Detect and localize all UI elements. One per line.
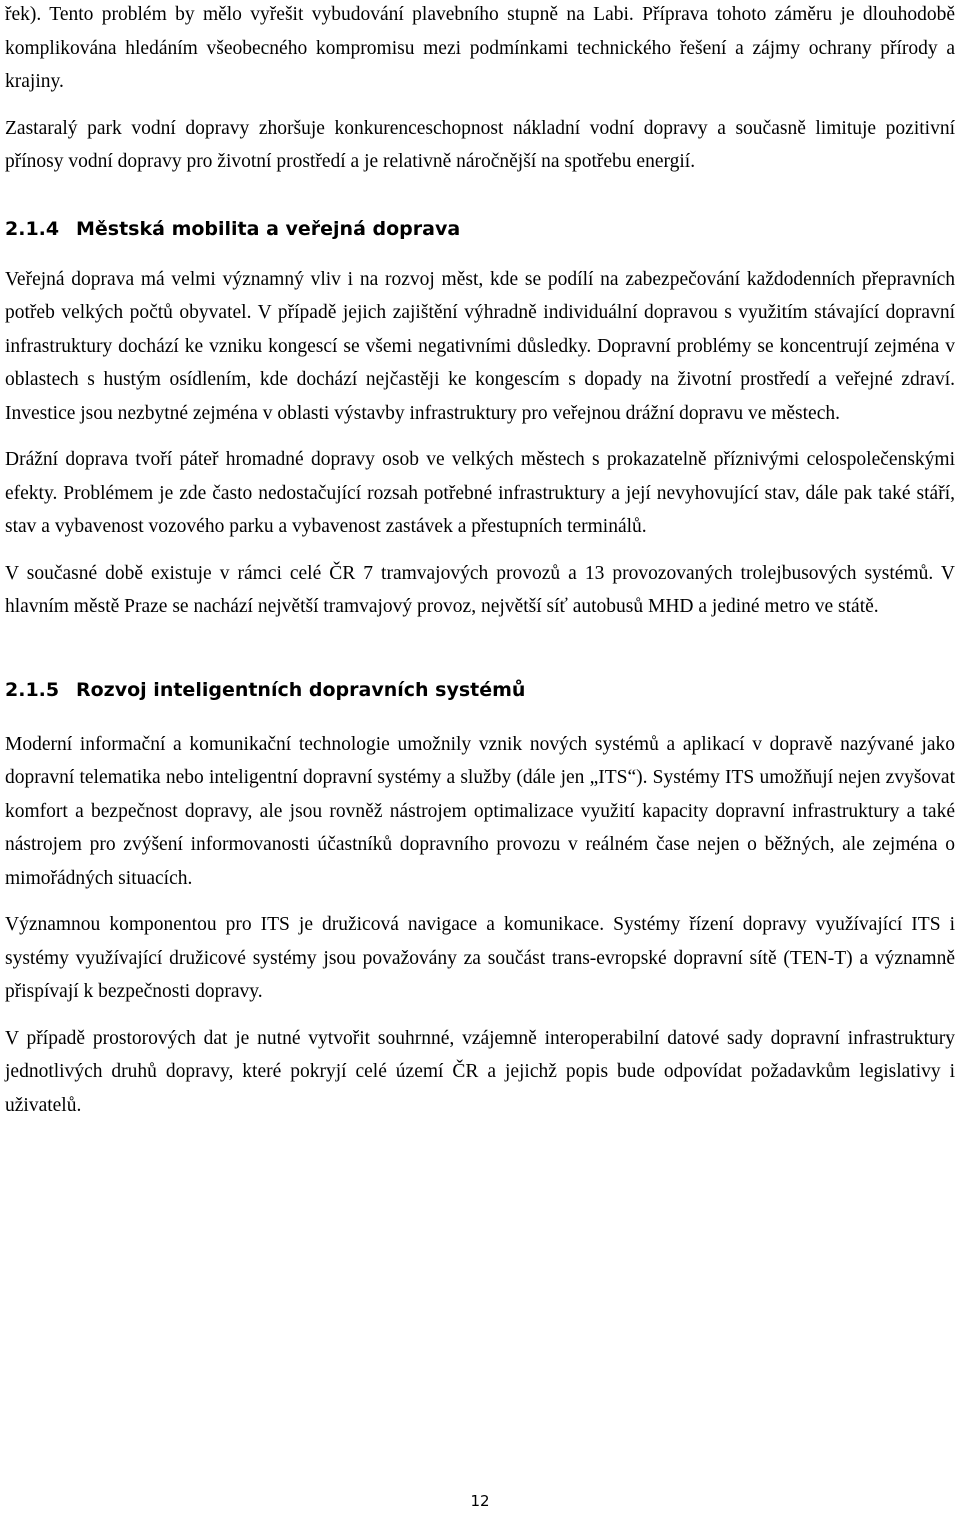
section-number: 2.1.4 bbox=[5, 217, 60, 240]
page-number: 12 bbox=[470, 1492, 490, 1510]
document-page bbox=[5, 0, 955, 1135]
body-paragraph: Moderní informační a komunikační technologie umožnily vznik nových systémů a aplikací v dopravě nazývané jako dopravní telematika nebo inteligentní dopravní systémy a služby (dále jen „ITS“). Systémy ITS umožňují nejen zvyšovat komfort a bezpečnost dopravy, ale jsou rovněž nástrojem optimalizace využití kapacity dopravní infrastruktury a také nástrojem pro zvýšení informovanosti účastníků dopravního provozu v reálném čase nejen o běžných, ale zejména o mimořádných situacích. bbox=[5, 733, 955, 889]
section-title: Městská mobilita a veřejná doprava bbox=[76, 217, 461, 240]
body-paragraph: V současné době existuje v rámci celé ČR 7 tramvajových provozů a 13 provozovaných trolejbusových systémů. V hlavním městě Praze se nachází největší tramvajový provoz, největší síť autobusů MHD a jediné metro ve státě. bbox=[5, 562, 955, 617]
section-number: 2.1.5 bbox=[5, 678, 60, 701]
body-paragraph: Veřejná doprava má velmi významný vliv i na rozvoj měst, kde se podílí na zabezpečování každodenních přepravních potřeb velkých počtů obyvatel. V případě jejich zajištění výhradně individuální dopravou s využitím stávající dopravní infrastruktury dochází ke vzniku kongescí se všemi negativními důsledky. Dopravní problémy se koncentrují zejména v oblastech s hustým osídlením, kde dochází nejčastěji ke kongescím s dopady na životní prostředí a veřejné zdraví. Investice jsou nezbytné zejména v oblasti výstavby infrastruktury pro veřejnou drážní dopravu ve městech. bbox=[5, 268, 955, 424]
body-paragraph: Významnou komponentou pro ITS je družicová navigace a komunikace. Systémy řízení dopravy využívající ITS i systémy využívající družicové systémy jsou považovány za součást trans-evropské dopravní sítě (TEN-T) a významně přispívají k bezpečnosti dopravy. bbox=[5, 914, 955, 1002]
body-paragraph: V případě prostorových dat je nutné vytvořit souhrnné, vzájemně interoperabilní datové sady dopravní infrastruktury jednotlivých druhů dopravy, které pokryjí celé území ČR a jejichž popis bude odpovídat požadavkům legislativy i uživatelů. bbox=[5, 1027, 955, 1116]
body-paragraph: Zastaralý park vodní dopravy zhoršuje konkurenceschopnost nákladní vodní dopravy a současně limituje pozitivní přínosy vodní dopravy pro životní prostředí a je relativně náročnější na spotřebu energií. bbox=[5, 117, 955, 172]
body-paragraph: řek). Tento problém by mělo vyřešit vybudování plavebního stupně na Labi. Příprava tohoto záměru je dlouhodobě komplikována hledáním všeobecného kompromisu mezi podmínkami technického řešení a zájmy ochrany přírody a krajiny. bbox=[5, 4, 955, 92]
section-title: Rozvoj inteligentních dopravních systémů bbox=[76, 678, 526, 701]
body-paragraph: Drážní doprava tvoří páteř hromadné dopravy osob ve velkých městech s prokazatelně příznivými celospolečenskými efekty. Problémem je zde často nedostačující rozsah potřebné infrastruktury a její nevyhovující stav, dále pak také stáří, stav a vybavenost vozového parku a vybavenost zastávek a přestupních terminálů. bbox=[5, 449, 955, 537]
section-heading-2-1-5 bbox=[5, 676, 955, 704]
section-heading-2-1-4 bbox=[5, 215, 955, 243]
